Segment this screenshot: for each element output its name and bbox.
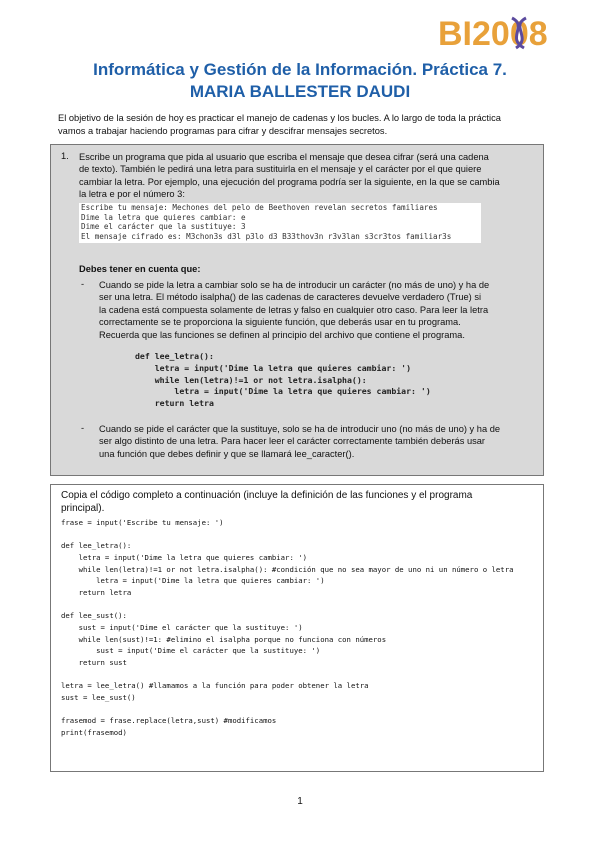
code-line: letra = input('Dime la letra que quieres cambiar: ') <box>135 386 431 397</box>
bullet-lee-caracter-note <box>99 423 535 460</box>
bullet-line: ser algo distinto de una letra. Para hacer leer el carácter correctamente también deberás usar <box>99 436 486 447</box>
code-line: sust = input('Dime el carácter que la sustituye: ') <box>61 646 321 656</box>
bullet-line: correctamente se te proporciona la siguiente función, que deberás usar en tu programa. <box>99 317 461 328</box>
code-line <box>61 599 514 611</box>
intro-line: vamos a trabajar haciendo programas para cifrar y descifrar mensajes secretos. <box>58 126 388 136</box>
intro-line: El objetivo de la sesión de hoy es practicar el manejo de cadenas y los bucles. A lo largo de toda la práctica <box>58 113 501 123</box>
bullet-line: ser una letra. El método isalpha() de las cadenas de caracteres devuelve verdadero (True) si <box>99 292 482 303</box>
answer-instruction <box>61 489 535 515</box>
console-line: El mensaje cifrado es: M3chon3s d3l p3lo d3 B33thov3n r3v3lan s3cr3tos familiar3s <box>81 231 452 241</box>
code-line: sust = lee_sust() <box>61 692 136 702</box>
code-line: letra = input('Dime la letra que quieres cambiar: ') <box>61 576 325 586</box>
paragraph-line: de texto). También le pedirá una letra para sustituirla en el mensaje y el carácter por el que quiere <box>79 164 482 175</box>
console-line: Escribe tu mensaje: Mechones del pelo de Beethoven revelan secretos familiares <box>81 203 438 212</box>
exercise-number: 1. <box>61 151 69 161</box>
code-line: frasemod = frase.replace(letra,sust) #modificamos <box>61 716 277 726</box>
instruction-line: principal). <box>61 503 105 514</box>
instruction-line: Copia el código completo a continuación (incluye la definición de las funciones y el programa <box>61 490 473 501</box>
bullet-dash: - <box>81 279 85 289</box>
logo-graphic <box>436 12 568 52</box>
author-name: MARIA BALLESTER DAUDI <box>189 82 411 101</box>
page-number: 1 <box>297 796 303 807</box>
bullet-line: la cadena está compuesta solamente de letras y falso en cualquier otro caso. Para leer la letra <box>99 304 489 315</box>
code-line: while len(letra)!=1 or not letra.isalpha(): <box>135 374 367 385</box>
code-line <box>61 529 514 541</box>
bullet-line: una función que debes definir y que se llamará lee_caracter(). <box>99 448 355 459</box>
code-line: while len(letra)!=1 or not letra.isalpha(): #condición que no sea mayor de uno ni un número o letra <box>61 564 514 574</box>
code-line <box>61 669 514 681</box>
console-line: Dime la letra que quieres cambiar: e <box>81 212 246 222</box>
answer-box[interactable] <box>50 484 544 772</box>
bullet-line: Recuerda que las funciones se definen al principio del archivo que contiene el programa. <box>99 329 465 340</box>
code-line: letra = lee_letra() #llamamos a la función para poder obtener la letra <box>61 681 369 691</box>
code-line: def lee_sust(): <box>61 611 127 621</box>
bi2008-logo <box>436 12 568 52</box>
logo-text: BI2008 <box>438 15 548 52</box>
code-line: return sust <box>61 657 127 667</box>
bullet-line: Cuando se pide el carácter que la sustituye, solo se ha de introducir uno (no más de uno) y ha de <box>99 424 501 434</box>
paragraph-line: Escribe un programa que pida al usuario que escriba el mensaje que desea cifrar (será una cadena <box>79 152 489 162</box>
code-line: def lee_letra(): <box>135 351 214 361</box>
paragraph-line: la letra e por el número 3: <box>79 189 185 200</box>
code-line: return letra <box>61 587 132 597</box>
page-title: Informática y Gestión de la Información. Práctica 7. <box>93 60 507 79</box>
bullet-dash: - <box>81 423 85 433</box>
notes-heading: Debes tener en cuenta que: <box>79 264 201 274</box>
code-line <box>61 703 514 715</box>
lee-letra-code <box>135 351 431 410</box>
code-line: return letra <box>135 398 214 409</box>
console-line: Dime el carácter que la sustituye: 3 <box>81 222 246 231</box>
bullet-line: Cuando se pide la letra a cambiar solo se ha de introducir un carácter (no más de uno) y ha de <box>99 280 490 290</box>
code-line: letra = input('Dime la letra que quieres cambiar: ') <box>135 362 412 373</box>
intro-paragraph <box>58 112 544 138</box>
code-line: def lee_letra(): <box>61 541 132 551</box>
code-line: sust = input('Dime el carácter que la sustituye: ') <box>61 622 303 632</box>
console-output <box>79 203 481 243</box>
code-line: while len(sust)!=1: #elimino el isalpha porque no funciona con números <box>61 634 387 644</box>
code-line: frase = input('Escribe tu mensaje: ') <box>61 518 224 527</box>
paragraph-line: cambiar la letra. Por ejemplo, una ejecución del programa podría ser la siguiente, en la que se cambia <box>79 176 500 187</box>
exercise-paragraph <box>79 151 535 201</box>
answer-code <box>61 517 514 738</box>
code-line: letra = input('Dime la letra que quieres cambiar: ') <box>61 552 308 562</box>
code-line: print(frasemod) <box>61 727 127 737</box>
bullet-isalpha-note <box>99 279 535 341</box>
exercise-box <box>50 144 544 476</box>
